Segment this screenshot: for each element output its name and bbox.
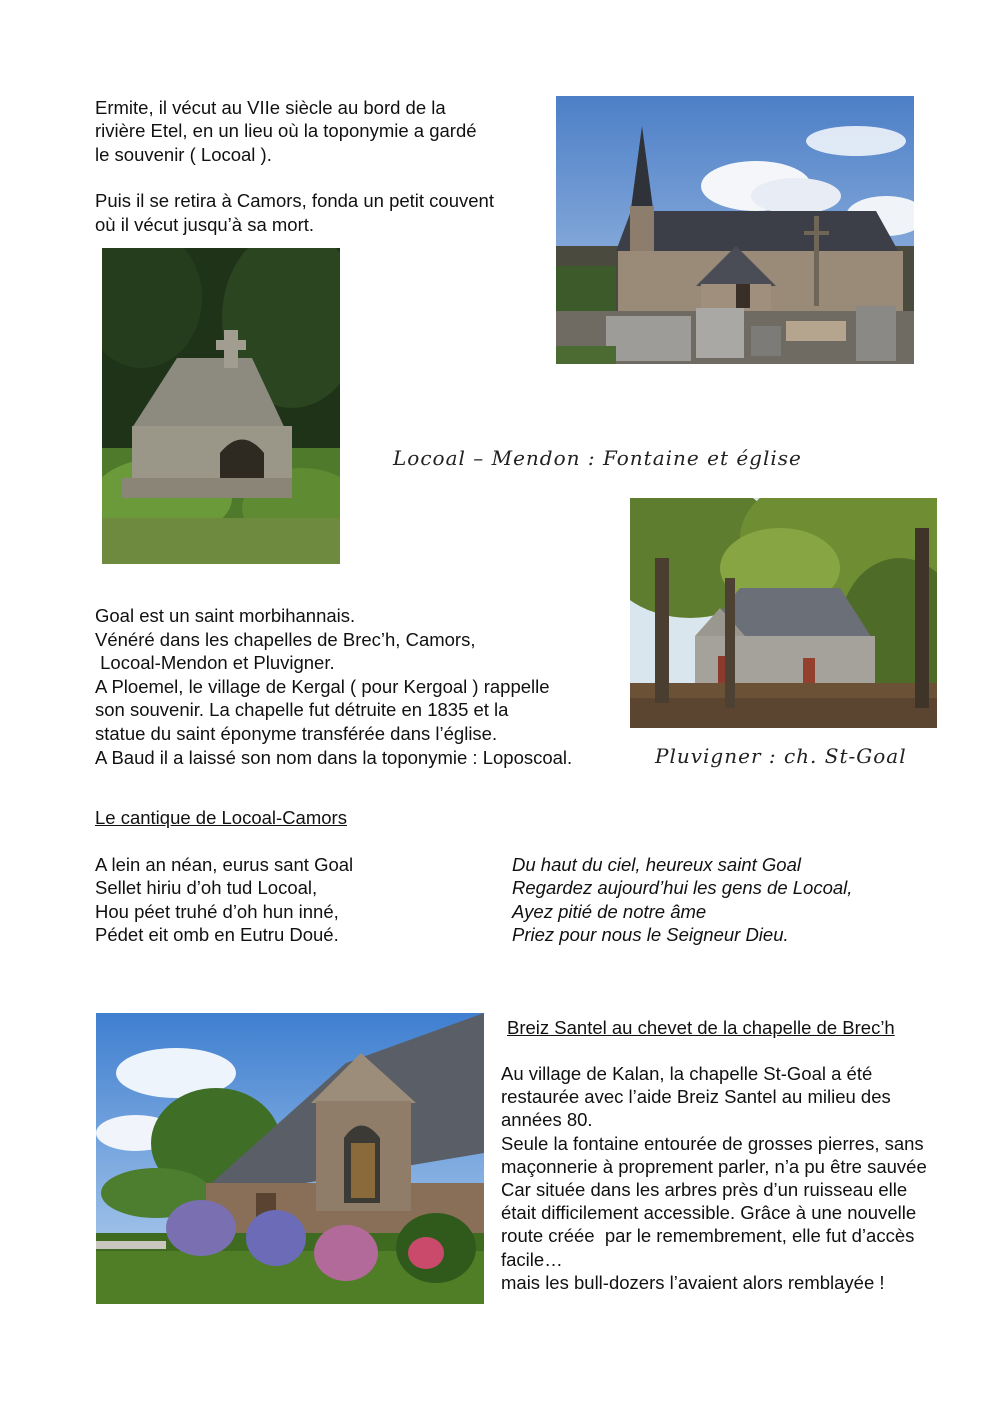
cantique-title: Le cantique de Locoal-Camors bbox=[95, 807, 347, 828]
intro-line: rivière Etel, en un lieu où la toponymie a gardé bbox=[95, 120, 477, 142]
breton-line: A lein an néan, eurus sant Goal bbox=[95, 854, 354, 875]
caption-locoal: Locoal – Mendon : Fontaine et église bbox=[393, 446, 802, 470]
intro-line: le souvenir ( Locoal ). bbox=[95, 143, 272, 165]
breton-line: Pédet eit omb en Eutru Doué. bbox=[95, 924, 339, 946]
church-locoal-photo bbox=[556, 96, 914, 364]
bio-line: A Ploemel, le village de Kergal ( pour Kergoal ) rappelle bbox=[95, 675, 550, 697]
bio-line: A Baud il a laissé son nom dans la toponymie : Loposcoal. bbox=[95, 747, 573, 768]
cantique-breton bbox=[95, 853, 353, 947]
chapel-brech-photo bbox=[96, 1013, 484, 1304]
bio-line: statue du saint éponyme transférée dans l’église. bbox=[95, 722, 498, 744]
bio-line: Locoal-Mendon et Pluvigner. bbox=[95, 652, 335, 673]
french-line: Regardez aujourd’hui les gens de Locoal, bbox=[512, 877, 853, 899]
fountain-photo bbox=[102, 248, 340, 564]
breiz-line: était difficilement accessible. Grâce à une nouvelle bbox=[501, 1202, 917, 1224]
caption-pluvigner: Pluvigner : ch. St-Goal bbox=[655, 744, 907, 768]
intro-line: où il vécut jusqu’à sa mort. bbox=[95, 213, 315, 235]
chapel-pluvigner-photo bbox=[630, 498, 937, 728]
french-line: Ayez pitié de notre âme bbox=[512, 900, 707, 922]
breiz-line: restaurée avec l’aide Breiz Santel au milieu des bbox=[501, 1086, 891, 1108]
breton-line: Sellet hiriu d’oh tud Locoal, bbox=[95, 877, 318, 899]
breiz-line: facile… bbox=[501, 1248, 563, 1270]
breton-line: Hou péet truhé d’oh hun inné, bbox=[95, 900, 339, 922]
breiz-line: Car située dans les arbres près d’un ruisseau elle bbox=[501, 1179, 908, 1201]
bio-line: son souvenir. La chapelle fut détruite en 1835 et la bbox=[95, 699, 509, 720]
breiz-line: mais les bull-dozers l’avaient alors remblayée ! bbox=[501, 1271, 885, 1293]
intro-line: Ermite, il vécut au VIIe siècle au bord de la bbox=[95, 97, 446, 118]
bio-line: Goal est un saint morbihannais. bbox=[95, 605, 356, 626]
french-line: Priez pour nous le Seigneur Dieu. bbox=[512, 924, 789, 946]
bio-line: Vénéré dans les chapelles de Brec’h, Camors, bbox=[95, 628, 476, 650]
breiz-line: maçonnerie à proprement parler, n’a pu être sauvée bbox=[501, 1155, 927, 1177]
french-line: Du haut du ciel, heureux saint Goal bbox=[512, 854, 801, 875]
intro-line: Puis il se retira à Camors, fonda un petit couvent bbox=[95, 190, 494, 212]
breiz-line: Au village de Kalan, la chapelle St-Goal a été bbox=[501, 1063, 873, 1084]
breiz-text bbox=[501, 1062, 927, 1294]
cantique-french bbox=[512, 853, 852, 947]
breiz-line: années 80. bbox=[501, 1109, 593, 1131]
breiz-title: Breiz Santel au chevet de la chapelle de Brec’h bbox=[507, 1017, 895, 1038]
breiz-line: Seule la fontaine entourée de grosses pierres, sans bbox=[501, 1132, 924, 1154]
breiz-line: route créée par le remembrement, elle fut d’accès bbox=[501, 1225, 915, 1247]
bio-text bbox=[95, 604, 572, 770]
intro-text bbox=[95, 96, 494, 236]
